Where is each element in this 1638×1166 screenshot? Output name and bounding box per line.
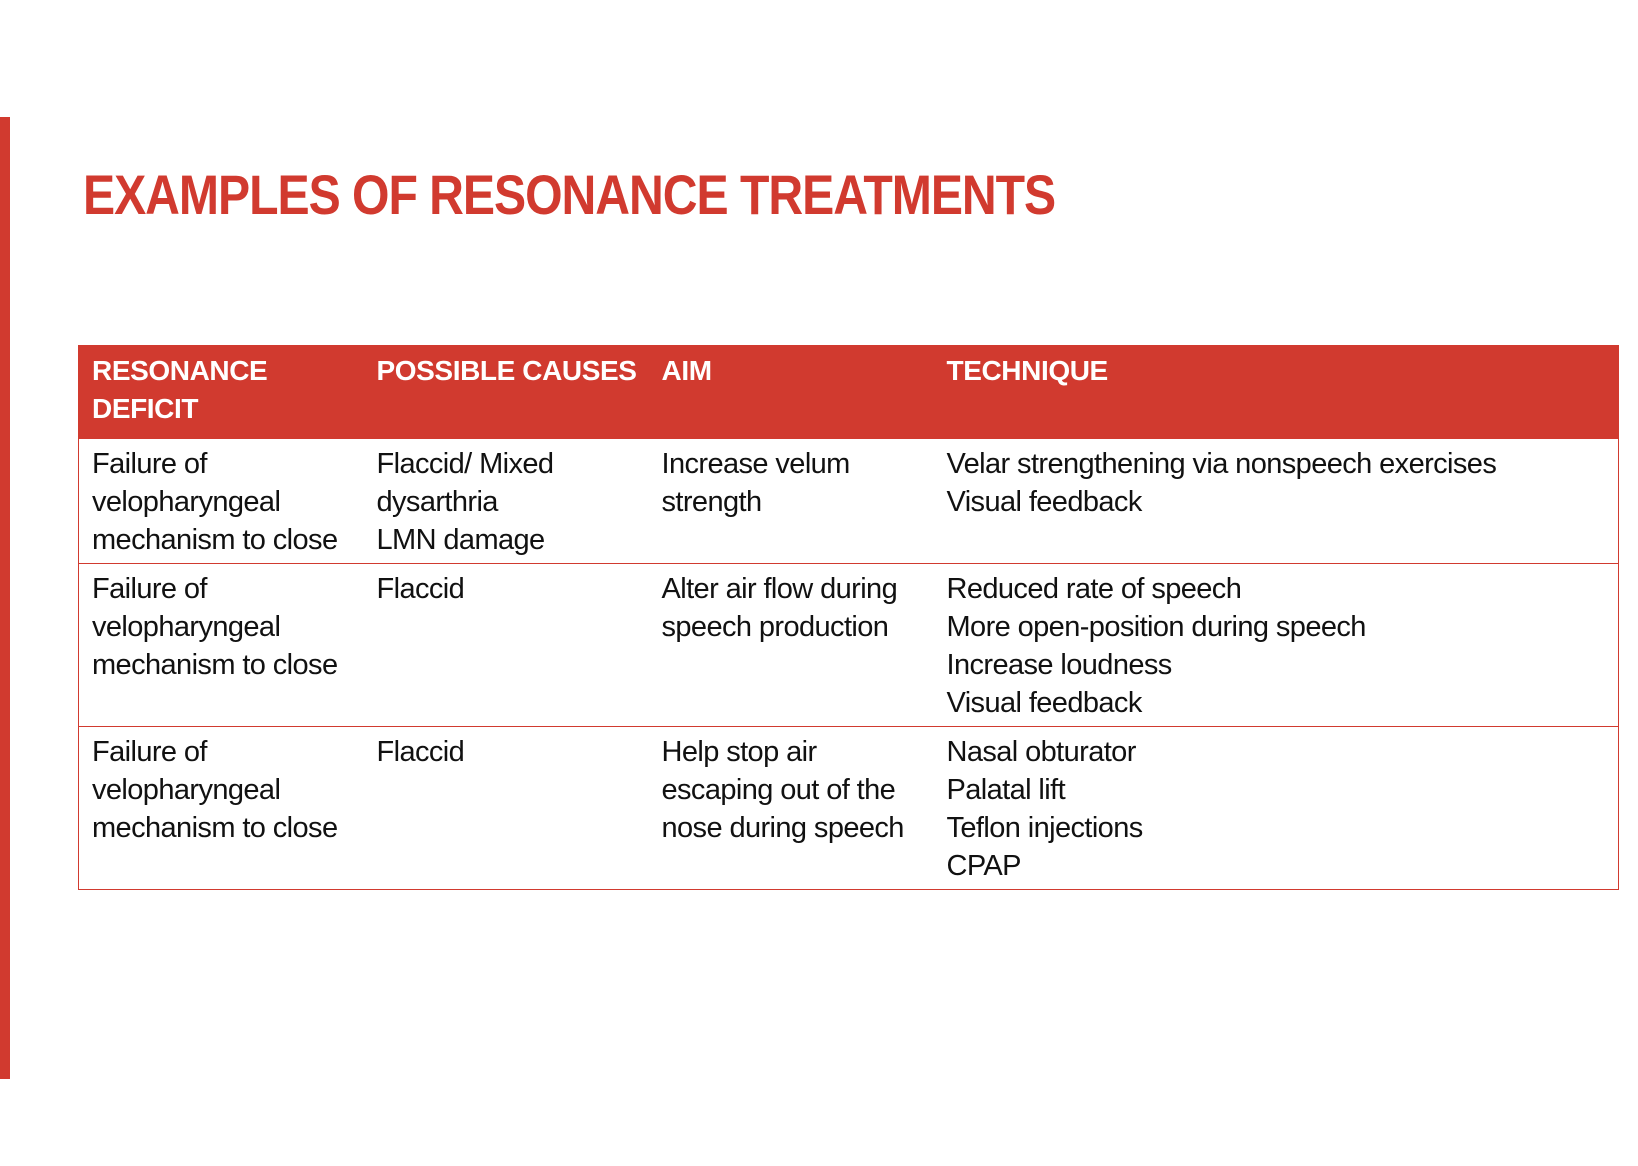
page-title: EXAMPLES OF RESONANCE TREATMENTS bbox=[83, 163, 1056, 226]
table-row bbox=[79, 564, 1619, 727]
cell-deficit: Failure of velopharyngeal mechanism to close bbox=[79, 564, 364, 727]
cell-aim: Alter air flow during speech production bbox=[649, 564, 934, 727]
table-row bbox=[79, 727, 1619, 890]
cell-deficit: Failure of velopharyngeal mechanism to close bbox=[79, 439, 364, 564]
cell-technique bbox=[934, 727, 1619, 890]
cell-causes bbox=[364, 439, 649, 564]
technique-line: Visual feedback bbox=[946, 486, 1142, 518]
technique-line: Palatal lift bbox=[946, 774, 1066, 806]
technique-line: More open-position during speech bbox=[946, 611, 1366, 643]
cell-causes bbox=[364, 564, 649, 727]
header-aim: AIM bbox=[661, 355, 712, 386]
cell-technique bbox=[934, 564, 1619, 727]
technique-line: Visual feedback bbox=[946, 687, 1142, 719]
cause-line: Flaccid/ Mixed dysarthria bbox=[376, 448, 554, 518]
header-technique: TECHNIQUE bbox=[946, 355, 1108, 386]
table-row bbox=[79, 439, 1619, 564]
left-accent-bar bbox=[0, 117, 10, 1079]
cause-line: LMN damage bbox=[376, 524, 545, 556]
header-resonance-deficit: RESONANCE DEFICIT bbox=[92, 355, 268, 424]
technique-line: Velar strengthening via nonspeech exercises bbox=[946, 448, 1497, 480]
technique-line: Reduced rate of speech bbox=[946, 573, 1242, 605]
table-header-row bbox=[79, 346, 1619, 439]
technique-line: CPAP bbox=[946, 850, 1021, 882]
cell-aim: Increase velum strength bbox=[649, 439, 934, 564]
cell-technique bbox=[934, 439, 1619, 564]
cell-causes bbox=[364, 727, 649, 890]
header-possible-causes: POSSIBLE CAUSES bbox=[376, 355, 637, 386]
technique-line: Increase loudness bbox=[946, 649, 1172, 681]
cause-line: Flaccid bbox=[376, 573, 465, 605]
cause-line: Flaccid bbox=[376, 736, 465, 768]
treatments-table bbox=[78, 345, 1619, 890]
cell-deficit: Failure of velopharyngeal mechanism to close bbox=[79, 727, 364, 890]
technique-line: Nasal obturator bbox=[946, 736, 1136, 768]
cell-aim: Help stop air escaping out of the nose during speech bbox=[649, 727, 934, 890]
technique-line: Teflon injections bbox=[946, 812, 1143, 844]
